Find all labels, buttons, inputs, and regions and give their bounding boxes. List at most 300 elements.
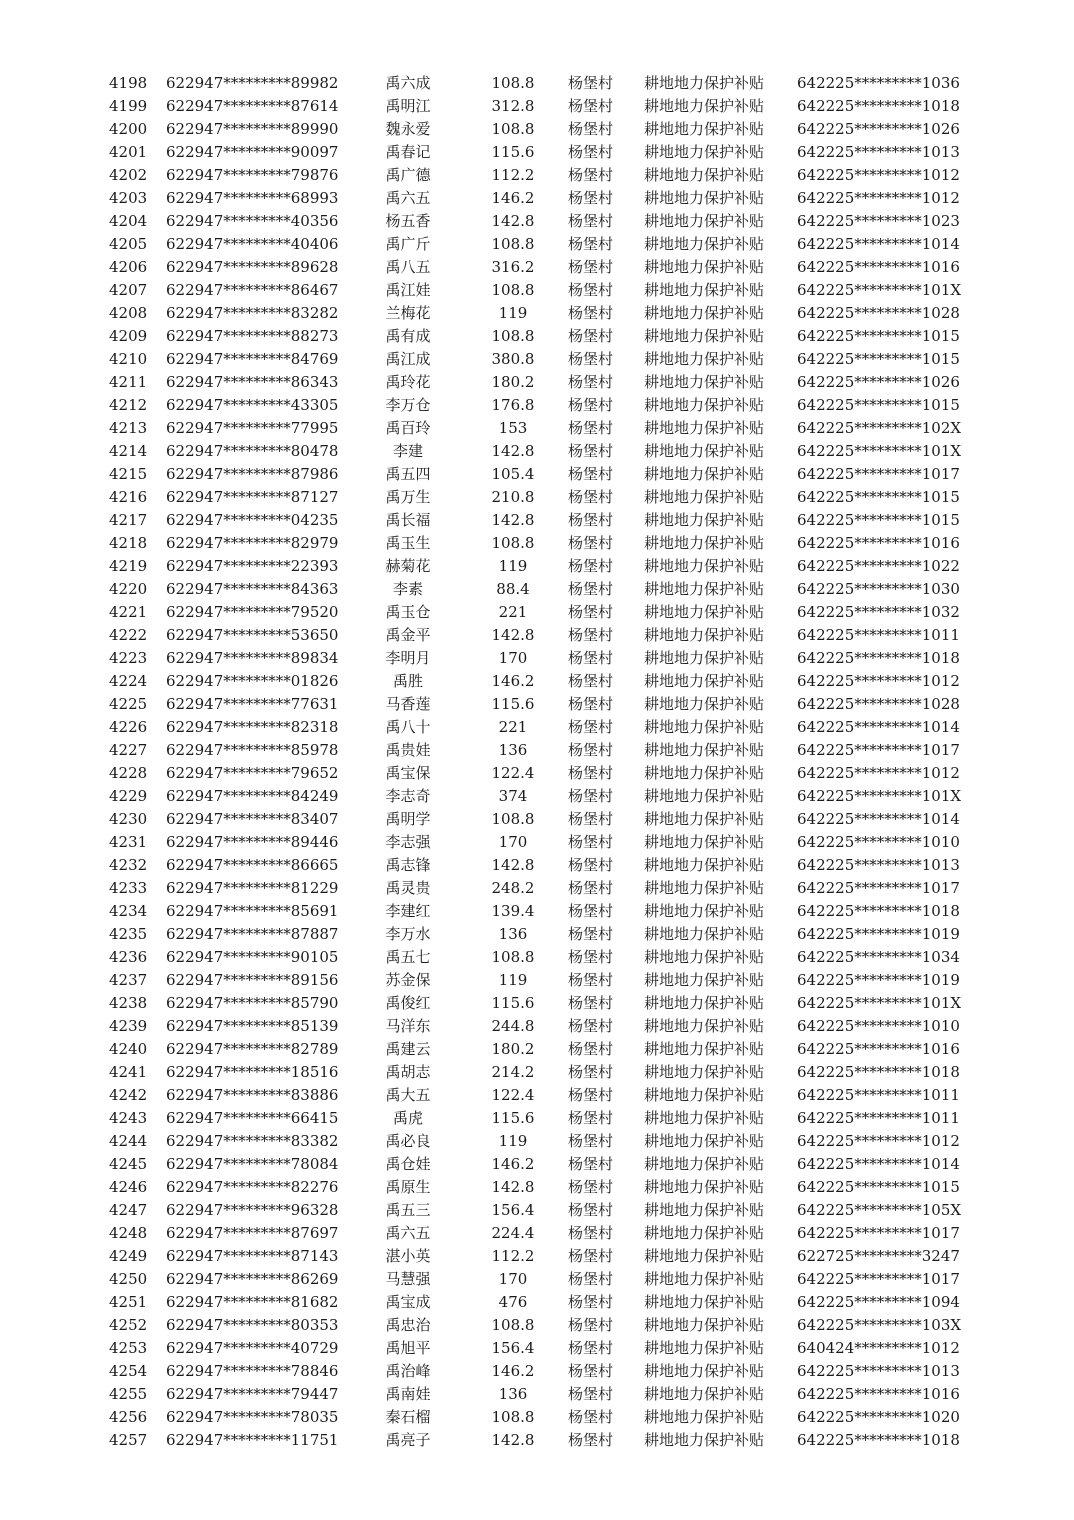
account-number: 622947*********80478 — [166, 442, 339, 460]
recipient-name: 兰梅花 — [385, 304, 431, 322]
subsidy-amount: 476 — [498, 1293, 528, 1311]
subsidy-type: 耕地地力保护补贴 — [644, 971, 765, 989]
row-number: 4198 — [109, 74, 148, 92]
subsidy-amount: 108.8 — [491, 534, 535, 552]
village-name: 杨堡村 — [568, 672, 614, 690]
table-row — [0, 371, 1074, 394]
table-row — [0, 394, 1074, 417]
recipient-name: 禹胡志 — [385, 1063, 431, 1081]
subsidy-type: 耕地地力保护补贴 — [644, 1178, 765, 1196]
subsidy-amount: 115.6 — [491, 695, 535, 713]
subsidy-type: 耕地地力保护补贴 — [644, 1063, 765, 1081]
subsidy-amount: 146.2 — [491, 1362, 535, 1380]
subsidy-type: 耕地地力保护补贴 — [644, 235, 765, 253]
id-number: 642225*********1017 — [797, 879, 960, 897]
subsidy-amount: 142.8 — [491, 1178, 535, 1196]
recipient-name: 禹亮子 — [385, 1431, 431, 1449]
id-number: 642225*********102X — [797, 419, 962, 437]
village-name: 杨堡村 — [568, 1293, 614, 1311]
subsidy-amount: 316.2 — [491, 258, 535, 276]
village-name: 杨堡村 — [568, 1224, 614, 1242]
row-number: 4215 — [109, 465, 148, 483]
account-number: 622947*********84249 — [166, 787, 339, 805]
village-name: 杨堡村 — [568, 235, 614, 253]
subsidy-type: 耕地地力保护补贴 — [644, 1017, 765, 1035]
subsidy-amount: 108.8 — [491, 1316, 535, 1334]
id-number: 642225*********1010 — [797, 1017, 960, 1035]
account-number: 622947*********85978 — [166, 741, 339, 759]
subsidy-type: 耕地地力保护补贴 — [644, 511, 765, 529]
subsidy-amount: 119 — [498, 971, 528, 989]
row-number: 4238 — [109, 994, 148, 1012]
village-name: 杨堡村 — [568, 971, 614, 989]
village-name: 杨堡村 — [568, 189, 614, 207]
subsidy-type: 耕地地力保护补贴 — [644, 534, 765, 552]
subsidy-amount: 136 — [498, 925, 528, 943]
table-row — [0, 900, 1074, 923]
id-number: 642225*********1030 — [797, 580, 960, 598]
village-name: 杨堡村 — [568, 856, 614, 874]
subsidy-type: 耕地地力保护补贴 — [644, 994, 765, 1012]
row-number: 4251 — [109, 1293, 148, 1311]
account-number: 622947*********11751 — [166, 1431, 339, 1449]
id-number: 642225*********1015 — [797, 396, 960, 414]
village-name: 杨堡村 — [568, 1362, 614, 1380]
recipient-name: 赫菊花 — [385, 557, 431, 575]
account-number: 622947*********78084 — [166, 1155, 339, 1173]
subsidy-type: 耕地地力保护补贴 — [644, 74, 765, 92]
row-number: 4232 — [109, 856, 148, 874]
id-number: 642225*********1026 — [797, 120, 960, 138]
subsidy-amount: 210.8 — [491, 488, 535, 506]
village-name: 杨堡村 — [568, 764, 614, 782]
row-number: 4227 — [109, 741, 148, 759]
subsidy-type: 耕地地力保护补贴 — [644, 1339, 765, 1357]
village-name: 杨堡村 — [568, 1040, 614, 1058]
subsidy-type: 耕地地力保护补贴 — [644, 350, 765, 368]
row-number: 4241 — [109, 1063, 148, 1081]
subsidy-amount: 380.8 — [491, 350, 535, 368]
village-name: 杨堡村 — [568, 695, 614, 713]
subsidy-type: 耕地地力保护补贴 — [644, 120, 765, 138]
subsidy-type: 耕地地力保护补贴 — [644, 879, 765, 897]
id-number: 642225*********1032 — [797, 603, 960, 621]
row-number: 4211 — [109, 373, 148, 391]
village-name: 杨堡村 — [568, 534, 614, 552]
account-number: 622947*********87143 — [166, 1247, 339, 1265]
subsidy-amount: 248.2 — [491, 879, 535, 897]
recipient-name: 苏金保 — [385, 971, 431, 989]
recipient-name: 李志强 — [385, 833, 431, 851]
row-number: 4214 — [109, 442, 148, 460]
subsidy-type: 耕地地力保护补贴 — [644, 1270, 765, 1288]
id-number: 642225*********1012 — [797, 166, 960, 184]
recipient-name: 禹贵娃 — [385, 741, 431, 759]
account-number: 622947*********77631 — [166, 695, 339, 713]
subsidy-amount: 108.8 — [491, 120, 535, 138]
row-number: 4205 — [109, 235, 148, 253]
id-number: 642225*********1028 — [797, 304, 960, 322]
subsidy-amount: 119 — [498, 557, 528, 575]
table-row — [0, 601, 1074, 624]
id-number: 640424*********1012 — [797, 1339, 960, 1357]
village-name: 杨堡村 — [568, 787, 614, 805]
subsidy-type: 耕地地力保护补贴 — [644, 764, 765, 782]
table-row — [0, 95, 1074, 118]
account-number: 622947*********82318 — [166, 718, 339, 736]
table-row — [0, 555, 1074, 578]
recipient-name: 魏永爱 — [385, 120, 431, 138]
subsidy-amount: 146.2 — [491, 672, 535, 690]
subsidy-type: 耕地地力保护补贴 — [644, 741, 765, 759]
subsidy-amount: 105.4 — [491, 465, 535, 483]
subsidy-type: 耕地地力保护补贴 — [644, 396, 765, 414]
id-number: 642225*********1013 — [797, 856, 960, 874]
village-name: 杨堡村 — [568, 879, 614, 897]
recipient-name: 禹仓娃 — [385, 1155, 431, 1173]
id-number: 642225*********1022 — [797, 557, 960, 575]
subsidy-type: 耕地地力保护补贴 — [644, 373, 765, 391]
row-number: 4253 — [109, 1339, 148, 1357]
village-name: 杨堡村 — [568, 488, 614, 506]
recipient-name: 李志奇 — [385, 787, 431, 805]
subsidy-type: 耕地地力保护补贴 — [644, 1316, 765, 1334]
id-number: 642225*********1017 — [797, 465, 960, 483]
village-name: 杨堡村 — [568, 1155, 614, 1173]
row-number: 4242 — [109, 1086, 148, 1104]
table-row — [0, 279, 1074, 302]
village-name: 杨堡村 — [568, 350, 614, 368]
table-row — [0, 440, 1074, 463]
recipient-name: 禹万生 — [385, 488, 431, 506]
account-number: 622947*********90097 — [166, 143, 339, 161]
table-row — [0, 877, 1074, 900]
table-row — [0, 1084, 1074, 1107]
subsidy-amount: 122.4 — [491, 764, 535, 782]
table-row — [0, 739, 1074, 762]
village-name: 杨堡村 — [568, 1316, 614, 1334]
subsidy-amount: 112.2 — [491, 166, 535, 184]
row-number: 4210 — [109, 350, 148, 368]
id-number: 642225*********1012 — [797, 764, 960, 782]
table-row — [0, 1061, 1074, 1084]
id-number: 642225*********1013 — [797, 1362, 960, 1380]
subsidy-amount: 142.8 — [491, 856, 535, 874]
recipient-name: 马慧强 — [385, 1270, 431, 1288]
account-number: 622947*********79447 — [166, 1385, 339, 1403]
table-row — [0, 210, 1074, 233]
id-number: 642225*********1026 — [797, 373, 960, 391]
row-number: 4218 — [109, 534, 148, 552]
subsidy-type: 耕地地力保护补贴 — [644, 1109, 765, 1127]
subsidy-type: 耕地地力保护补贴 — [644, 557, 765, 575]
row-number: 4230 — [109, 810, 148, 828]
table-row — [0, 1245, 1074, 1268]
subsidy-amount: 136 — [498, 741, 528, 759]
id-number: 642225*********1014 — [797, 235, 960, 253]
village-name: 杨堡村 — [568, 603, 614, 621]
id-number: 642225*********1018 — [797, 1063, 960, 1081]
row-number: 4202 — [109, 166, 148, 184]
table-row — [0, 532, 1074, 555]
account-number: 622947*********85790 — [166, 994, 339, 1012]
village-name: 杨堡村 — [568, 1339, 614, 1357]
subsidy-type: 耕地地力保护补贴 — [644, 695, 765, 713]
subsidy-type: 耕地地力保护补贴 — [644, 166, 765, 184]
account-number: 622947*********66415 — [166, 1109, 339, 1127]
recipient-name: 李明月 — [385, 649, 431, 667]
recipient-name: 禹八十 — [385, 718, 431, 736]
table-row — [0, 1153, 1074, 1176]
row-number: 4226 — [109, 718, 148, 736]
id-number: 642225*********1016 — [797, 1385, 960, 1403]
table-row — [0, 992, 1074, 1015]
subsidy-type: 耕地地力保护补贴 — [644, 948, 765, 966]
village-name: 杨堡村 — [568, 419, 614, 437]
id-number: 642225*********1010 — [797, 833, 960, 851]
id-number: 642225*********1018 — [797, 649, 960, 667]
id-number: 642225*********101X — [797, 994, 962, 1012]
village-name: 杨堡村 — [568, 258, 614, 276]
row-number: 4200 — [109, 120, 148, 138]
subsidy-type: 耕地地力保护补贴 — [644, 488, 765, 506]
row-number: 4255 — [109, 1385, 148, 1403]
subsidy-type: 耕地地力保护补贴 — [644, 143, 765, 161]
subsidy-amount: 119 — [498, 304, 528, 322]
account-number: 622947*********86343 — [166, 373, 339, 391]
row-number: 4257 — [109, 1431, 148, 1449]
row-number: 4245 — [109, 1155, 148, 1173]
row-number: 4199 — [109, 97, 148, 115]
recipient-name: 马香莲 — [385, 695, 431, 713]
account-number: 622947*********40356 — [166, 212, 339, 230]
account-number: 622947*********82979 — [166, 534, 339, 552]
table-row — [0, 463, 1074, 486]
row-number: 4220 — [109, 580, 148, 598]
subsidy-amount: 214.2 — [491, 1063, 535, 1081]
subsidy-type: 耕地地力保护补贴 — [644, 787, 765, 805]
table-row — [0, 647, 1074, 670]
table-row — [0, 1360, 1074, 1383]
table-row — [0, 1406, 1074, 1429]
subsidy-amount: 142.8 — [491, 511, 535, 529]
row-number: 4250 — [109, 1270, 148, 1288]
subsidy-amount: 108.8 — [491, 1408, 535, 1426]
id-number: 642225*********103X — [797, 1316, 962, 1334]
table-row — [0, 1268, 1074, 1291]
subsidy-type: 耕地地力保护补贴 — [644, 1224, 765, 1242]
village-name: 杨堡村 — [568, 373, 614, 391]
recipient-name: 禹春记 — [385, 143, 431, 161]
id-number: 642225*********1019 — [797, 971, 960, 989]
subsidy-type: 耕地地力保护补贴 — [644, 580, 765, 598]
row-number: 4209 — [109, 327, 148, 345]
village-name: 杨堡村 — [568, 1431, 614, 1449]
recipient-name: 禹治峰 — [385, 1362, 431, 1380]
village-name: 杨堡村 — [568, 97, 614, 115]
table-row — [0, 141, 1074, 164]
table-row — [0, 1107, 1074, 1130]
table-row — [0, 624, 1074, 647]
subsidy-amount: 119 — [498, 1132, 528, 1150]
id-number: 642225*********1016 — [797, 1040, 960, 1058]
village-name: 杨堡村 — [568, 1017, 614, 1035]
id-number: 642225*********1012 — [797, 1132, 960, 1150]
account-number: 622947*********84769 — [166, 350, 339, 368]
subsidy-type: 耕地地力保护补贴 — [644, 97, 765, 115]
row-number: 4237 — [109, 971, 148, 989]
subsidy-amount: 142.8 — [491, 212, 535, 230]
recipient-name: 李万水 — [385, 925, 431, 943]
id-number: 642225*********1016 — [797, 534, 960, 552]
subsidy-type: 耕地地力保护补贴 — [644, 856, 765, 874]
subsidy-amount: 180.2 — [491, 1040, 535, 1058]
recipient-name: 禹六五 — [385, 189, 431, 207]
table-row — [0, 716, 1074, 739]
account-number: 622947*********40406 — [166, 235, 339, 253]
recipient-name: 禹胜 — [392, 672, 423, 690]
row-number: 4219 — [109, 557, 148, 575]
subsidy-type: 耕地地力保护补贴 — [644, 258, 765, 276]
subsidy-amount: 115.6 — [491, 994, 535, 1012]
row-number: 4234 — [109, 902, 148, 920]
table-row — [0, 808, 1074, 831]
row-number: 4256 — [109, 1408, 148, 1426]
table-row — [0, 486, 1074, 509]
subsidy-type: 耕地地力保护补贴 — [644, 442, 765, 460]
subsidy-type: 耕地地力保护补贴 — [644, 1086, 765, 1104]
account-number: 622947*********18516 — [166, 1063, 339, 1081]
account-number: 622947*********86467 — [166, 281, 339, 299]
village-name: 杨堡村 — [568, 281, 614, 299]
village-name: 杨堡村 — [568, 948, 614, 966]
row-number: 4223 — [109, 649, 148, 667]
row-number: 4212 — [109, 396, 148, 414]
subsidy-amount: 156.4 — [491, 1201, 535, 1219]
village-name: 杨堡村 — [568, 120, 614, 138]
id-number: 642225*********105X — [797, 1201, 962, 1219]
id-number: 642225*********1034 — [797, 948, 960, 966]
account-number: 622947*********78035 — [166, 1408, 339, 1426]
village-name: 杨堡村 — [568, 580, 614, 598]
row-number: 4246 — [109, 1178, 148, 1196]
id-number: 642225*********1036 — [797, 74, 960, 92]
subsidy-amount: 146.2 — [491, 189, 535, 207]
subsidy-type: 耕地地力保护补贴 — [644, 465, 765, 483]
row-number: 4240 — [109, 1040, 148, 1058]
account-number: 622947*********83282 — [166, 304, 339, 322]
subsidy-amount: 88.4 — [496, 580, 530, 598]
recipient-name: 禹俊红 — [385, 994, 431, 1012]
recipient-name: 禹玉仓 — [385, 603, 431, 621]
recipient-name: 禹宝保 — [385, 764, 431, 782]
subsidy-amount: 180.2 — [491, 373, 535, 391]
recipient-name: 禹南娃 — [385, 1385, 431, 1403]
village-name: 杨堡村 — [568, 1063, 614, 1081]
table-row — [0, 1291, 1074, 1314]
subsidy-type: 耕地地力保护补贴 — [644, 1385, 765, 1403]
village-name: 杨堡村 — [568, 1132, 614, 1150]
subsidy-amount: 108.8 — [491, 810, 535, 828]
table-row — [0, 118, 1074, 141]
village-name: 杨堡村 — [568, 649, 614, 667]
village-name: 杨堡村 — [568, 902, 614, 920]
row-number: 4204 — [109, 212, 148, 230]
village-name: 杨堡村 — [568, 741, 614, 759]
subsidy-amount: 136 — [498, 1385, 528, 1403]
subsidy-type: 耕地地力保护补贴 — [644, 902, 765, 920]
id-number: 642225*********1014 — [797, 1155, 960, 1173]
recipient-name: 李建红 — [385, 902, 431, 920]
id-number: 642225*********1012 — [797, 189, 960, 207]
table-row — [0, 1015, 1074, 1038]
table-row — [0, 256, 1074, 279]
account-number: 622947*********87614 — [166, 97, 339, 115]
account-number: 622947*********04235 — [166, 511, 339, 529]
subsidy-type: 耕地地力保护补贴 — [644, 810, 765, 828]
table-row — [0, 854, 1074, 877]
row-number: 4229 — [109, 787, 148, 805]
table-row — [0, 509, 1074, 532]
subsidy-type: 耕地地力保护补贴 — [644, 304, 765, 322]
recipient-name: 禹原生 — [385, 1178, 431, 1196]
subsidy-amount: 170 — [498, 1270, 528, 1288]
recipient-name: 禹灵贵 — [385, 879, 431, 897]
table-row — [0, 969, 1074, 992]
account-number: 622947*********22393 — [166, 557, 339, 575]
subsidy-amount: 221 — [498, 718, 528, 736]
subsidy-type: 耕地地力保护补贴 — [644, 626, 765, 644]
table-row — [0, 187, 1074, 210]
village-name: 杨堡村 — [568, 212, 614, 230]
table-row — [0, 785, 1074, 808]
table-row — [0, 578, 1074, 601]
row-number: 4222 — [109, 626, 148, 644]
row-number: 4247 — [109, 1201, 148, 1219]
account-number: 622947*********40729 — [166, 1339, 339, 1357]
table-row — [0, 923, 1074, 946]
subsidy-type: 耕地地力保护补贴 — [644, 1408, 765, 1426]
row-number: 4206 — [109, 258, 148, 276]
id-number: 642225*********1011 — [797, 1086, 960, 1104]
table-row — [0, 1337, 1074, 1360]
account-number: 622947*********43305 — [166, 396, 339, 414]
recipient-name: 李万仓 — [385, 396, 431, 414]
recipient-name: 禹广斤 — [385, 235, 431, 253]
row-number: 4249 — [109, 1247, 148, 1265]
id-number: 642225*********1028 — [797, 695, 960, 713]
id-number: 642225*********1015 — [797, 350, 960, 368]
table-row — [0, 1222, 1074, 1245]
subsidy-amount: 142.8 — [491, 442, 535, 460]
row-number: 4236 — [109, 948, 148, 966]
village-name: 杨堡村 — [568, 833, 614, 851]
subsidy-type: 耕地地力保护补贴 — [644, 212, 765, 230]
account-number: 622947*********78846 — [166, 1362, 339, 1380]
id-number: 642225*********1011 — [797, 1109, 960, 1127]
account-number: 622947*********53650 — [166, 626, 339, 644]
recipient-name: 禹明江 — [385, 97, 431, 115]
subsidy-type: 耕地地力保护补贴 — [644, 1132, 765, 1150]
row-number: 4228 — [109, 764, 148, 782]
account-number: 622947*********68993 — [166, 189, 339, 207]
row-number: 4216 — [109, 488, 148, 506]
row-number: 4252 — [109, 1316, 148, 1334]
recipient-name: 禹长福 — [385, 511, 431, 529]
id-number: 642225*********1094 — [797, 1293, 960, 1311]
subsidy-type: 耕地地力保护补贴 — [644, 281, 765, 299]
account-number: 622947*********79520 — [166, 603, 339, 621]
